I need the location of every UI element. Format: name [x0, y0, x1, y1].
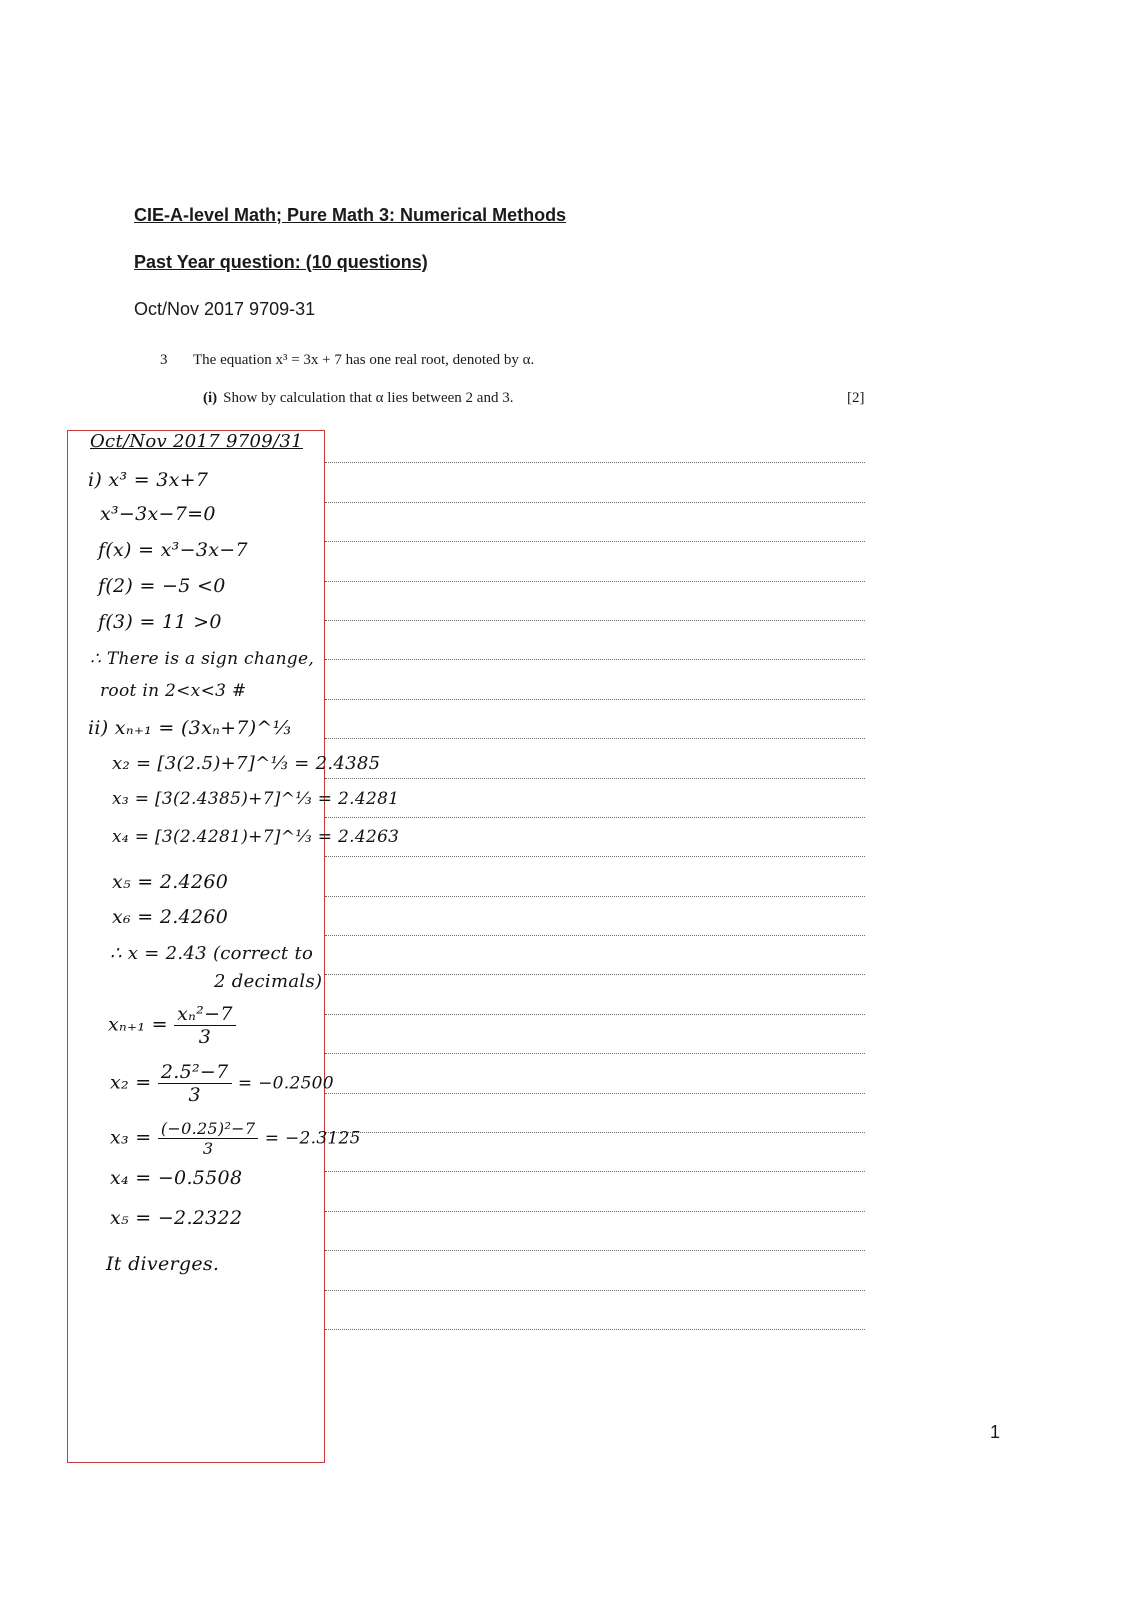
answer-line — [325, 818, 865, 857]
answer-lines — [325, 424, 865, 1330]
solution-line: f(2) = −5 <0 — [98, 575, 226, 597]
solution-line: root in 2<x<3 # — [100, 681, 247, 701]
solution-fraction-line — [110, 1061, 334, 1106]
answer-line — [325, 1172, 865, 1211]
answer-line — [325, 542, 865, 581]
fraction-denominator: 3 — [188, 1084, 201, 1106]
solution-line: x₄ = [3(2.4281)+7]^⅓ = 2.4263 — [112, 827, 400, 847]
solution-line: x₅ = 2.4260 — [112, 871, 229, 893]
fraction-numerator: (−0.25)²−7 — [158, 1119, 259, 1139]
answer-line — [325, 503, 865, 542]
answer-line — [325, 857, 865, 896]
solution-header: Oct/Nov 2017 9709/31 — [90, 431, 303, 452]
question-number: 3 — [160, 352, 168, 368]
fraction-lhs: x₂ = — [110, 1071, 152, 1094]
solution-line: x₅ = −2.2322 — [110, 1207, 243, 1229]
answer-line — [325, 1054, 865, 1093]
answer-line — [325, 1015, 865, 1054]
solution-line: x₆ = 2.4260 — [112, 906, 229, 928]
part-text: Show by calculation that α lies between 2 and 3. — [223, 390, 514, 406]
answer-line — [325, 739, 865, 778]
answer-line — [325, 1212, 865, 1251]
answer-line — [325, 779, 865, 818]
fraction-numerator: 2.5²−7 — [158, 1061, 232, 1084]
solution-line: 2 decimals) — [214, 971, 323, 992]
answer-line — [325, 897, 865, 936]
solution-line: x³−3x−7=0 — [100, 503, 216, 525]
solution-fraction-line — [110, 1119, 361, 1158]
document-title: CIE-A-level Math; Pure Math 3: Numerical Methods — [134, 205, 567, 225]
answer-line — [325, 700, 865, 739]
question-part — [203, 390, 513, 407]
fraction-lhs: x₃ = — [110, 1126, 152, 1149]
solution-line: ii) xₙ₊₁ = (3xₙ+7)^⅓ — [88, 717, 292, 739]
fraction — [158, 1119, 259, 1158]
solution-line: It diverges. — [106, 1253, 220, 1275]
answer-line — [325, 463, 865, 502]
fraction — [174, 1003, 236, 1048]
answer-line — [325, 1094, 865, 1133]
answer-line — [325, 660, 865, 699]
answer-line — [325, 424, 865, 463]
answer-line — [325, 975, 865, 1014]
answer-line — [325, 582, 865, 621]
solution-line: f(3) = 11 >0 — [98, 611, 222, 633]
fraction-denominator: 3 — [202, 1139, 214, 1158]
fraction — [158, 1061, 232, 1106]
solution-fraction-line — [108, 1003, 236, 1048]
answer-line — [325, 1251, 865, 1290]
fraction-lhs: xₙ₊₁ = — [108, 1013, 168, 1036]
document-subtitle: Past Year question: (10 questions) — [134, 252, 428, 272]
solution-line: x₄ = −0.5508 — [110, 1167, 243, 1189]
fraction-numerator: xₙ²−7 — [174, 1003, 236, 1026]
solution-line: f(x) = x³−3x−7 — [98, 539, 248, 561]
marks-label: [2] — [847, 390, 865, 406]
answer-line — [325, 936, 865, 975]
exam-session: Oct/Nov 2017 9709-31 — [134, 299, 316, 319]
answer-line — [325, 1133, 865, 1172]
question-stem: The equation x³ = 3x + 7 has one real root, denoted by α. — [193, 352, 535, 368]
fraction-rhs: = −2.3125 — [264, 1128, 361, 1149]
fraction-rhs: = −0.2500 — [237, 1073, 334, 1094]
solution-line: x₃ = [3(2.4385)+7]^⅓ = 2.4281 — [112, 789, 400, 809]
solution-line: ∴ There is a sign change, — [90, 649, 315, 669]
answer-line — [325, 1291, 865, 1330]
solution-line: i) x³ = 3x+7 — [88, 469, 209, 491]
solution-line: ∴ x = 2.43 (correct to — [110, 943, 314, 964]
part-label: (i) — [203, 390, 218, 406]
solution-line: x₂ = [3(2.5)+7]^⅓ = 2.4385 — [112, 753, 381, 774]
handwritten-solution-box — [67, 430, 400, 1463]
page-number: 1 — [990, 1422, 1001, 1442]
answer-line — [325, 621, 865, 660]
fraction-denominator: 3 — [198, 1026, 212, 1048]
